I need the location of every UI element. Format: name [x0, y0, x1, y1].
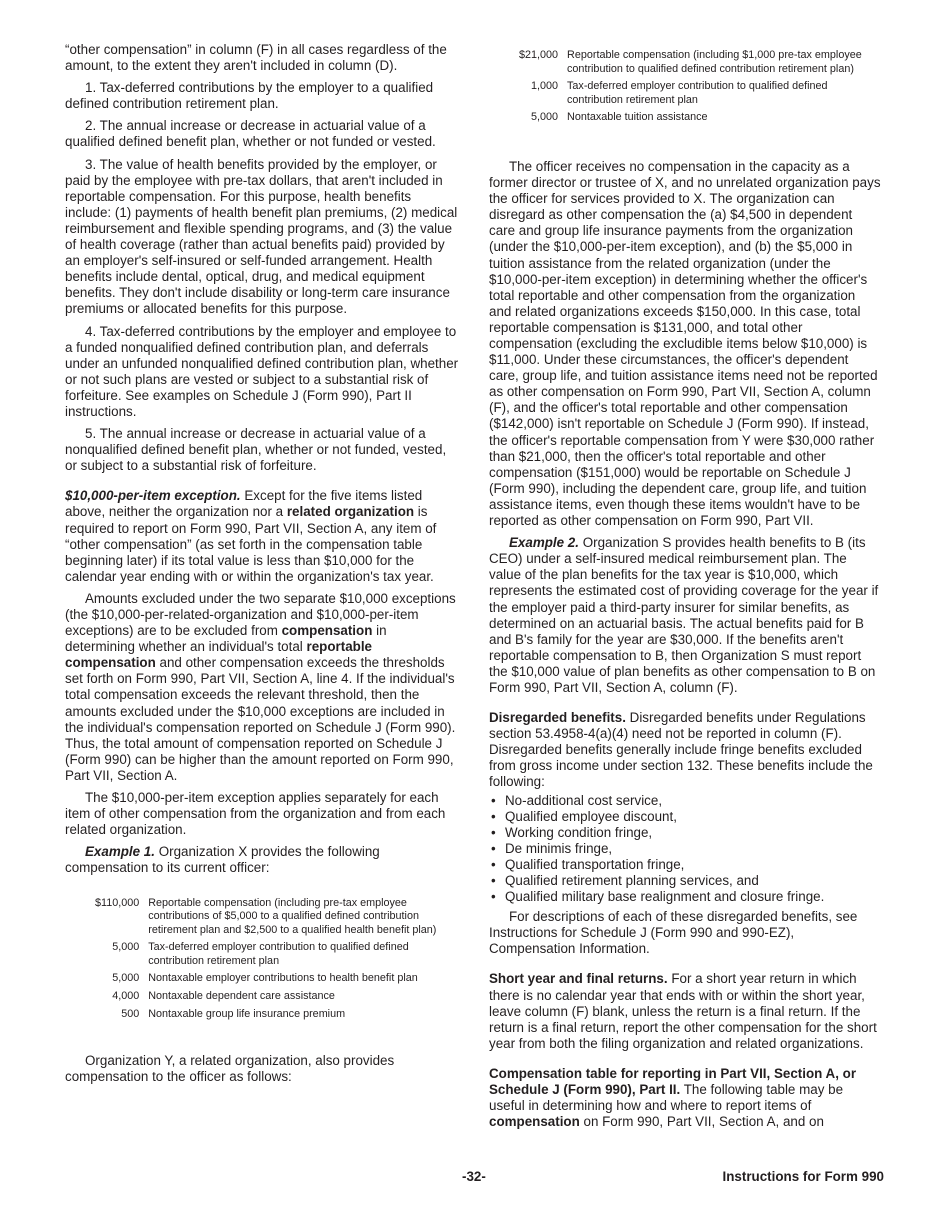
table-row: 5,000 Nontaxable employer contributions to health benefit plan	[112, 972, 418, 985]
left-column	[65, 42, 460, 1091]
form-title: Instructions for Form 990	[722, 1169, 884, 1184]
list-item: • Working condition fringe,	[489, 825, 881, 841]
reportable-compensation-term: reportable compensation	[65, 639, 372, 671]
organization-y-paragraph: Organization Y, a related organization, also provides compensation to the officer as follows:	[65, 1053, 395, 1085]
example-1-table	[95, 897, 455, 1026]
amounts-excluded-paragraph: Amounts excluded under the two separate $10,000 exceptions (the $10,000-per-related-organization and $10,000-per-item exceptions) are to be excluded from compensation in determining whether an individual's total reportable compensation and other compensation exceeds the thresholds set forth on Form 990, Part VII, Section A, line 4. If the individual's total compensation exceeds the relevant threshold, then the amounts excluded under the $10,000 exceptions are included in the individual's compensation reported on Schedule J (Form 990). Thus, the total amount of compensation reported on Schedule J (Form 990) can be higher than the amount reported on Form 990, Part VII, Section A.	[65, 590, 456, 783]
disregarded-benefits-paragraph: Disregarded benefits. Disregarded benefits under Regulations section 53.4958-4(a)(4) need not be reported in column (F). Disregarded benefits generally include fringe benefits excluded from gross income under section 132. These benefits include the following:	[489, 710, 873, 790]
example-2-paragraph: Example 2. Organization S provides health benefits to B (its CEO) under a self-insured medical reimbursement plan. The value of the plan benefits for the tax year is $10,000, which represents the estimated cost of providing coverage for the year if the employer paid a third-party insurer for similar benefits, as determined on an actuarial basis. The actual benefits paid for B and B's family for the year are $30,000. If the benefits aren't reportable compensation to B, then Organization S must report the $10,000 value of plan benefits as other compensation to B on Form 990, Part VII, Section A, column (F).	[489, 535, 879, 695]
table-row: 1,000 Tax-deferred employer contribution to qualified defined contribution retirement plan	[531, 80, 828, 106]
page-number: -32-	[462, 1169, 486, 1184]
example-1-paragraph: Example 1. Organization X provides the following compensation to its current officer:	[65, 844, 380, 876]
descriptions-paragraph: For descriptions of each of these disregarded benefits, see Instructions for Schedule J (Form 990 and 990-EZ), Compensation Information.	[489, 909, 858, 957]
example-2-heading: Example 2.	[509, 535, 579, 551]
compensation-term: compensation	[281, 623, 373, 639]
table-row: $21,000 Reportable compensation (including $1,000 pre-tax employee contribution to qualified defined contribution retirement plan)	[519, 49, 862, 75]
compensation-term: compensation	[489, 1114, 580, 1130]
list-item: • De minimis fringe,	[489, 841, 881, 857]
applies-paragraph: The $10,000-per-item exception applies separately for each item of other compensation from the organization and from each related organization.	[65, 790, 446, 838]
related-organization-term: related organization	[286, 504, 415, 520]
right-column	[489, 42, 881, 1136]
compensation-table-paragraph: Compensation table for reporting in Part VII, Section A, or Schedule J (Form 990), Part II. The following table may be useful in determining how and where to report items of compensation on Form 990, Part VII, Section A, and on	[489, 1065, 857, 1130]
per-item-exception-heading: $10,000-per-item exception.	[65, 488, 241, 504]
example-1-heading: Example 1.	[85, 844, 155, 860]
list-item: 5. The annual increase or decrease in actuarial value of a nonqualified defined benefit plan, whether or not funded, vested, or subject to a substantial risk of forfeiture.	[65, 426, 447, 474]
table-row: 5,000 Nontaxable tuition assistance	[531, 111, 708, 124]
list-item: • Qualified employee discount,	[489, 809, 881, 825]
table-row: 500 Nontaxable group life insurance premium	[121, 1007, 346, 1020]
table-row: 4,000 Nontaxable dependent care assistance	[112, 990, 335, 1003]
officer-paragraph: The officer receives no compensation in the capacity as a former director or trustee of X, and no unrelated organization pays the officer for services provided to X. The organization can disregard as other compensation the (a) $4,500 in dependent care and group life insurance payments from the organization (under the $10,000-per-item exception), and (b) the $5,000 in tuition assistance from the related organization (under the $10,000-per-item exception) in determining whether the officer's total reportable and other compensation from the organization and related organizations exceeds $150,000. In this case, total reportable compensation is $131,000, and total other compensation (excluding the excludible items below $10,000) is $11,000. Under these circumstances, the officer's dependent care, group life, and tuition assistance items need not be reported as other compensation on Form 990, Part VII, Section A, column (F), and the officer's total reportable and other compensation ($142,000) isn't reportable on Schedule J (Form 990). If instead, the officer's reportable compensation from Y were $30,000 rather than $21,000, then the officer's total reportable and other compensation ($151,000) would be reportable on Schedule J (Form 990), including the dependent care, group life, and tuition assistance items, even though these items wouldn't have to be reported as other compensation on Form 990, Part VII.	[489, 158, 881, 529]
list-item: • Qualified transportation fringe,	[489, 857, 881, 873]
list-item: 2. The annual increase or decrease in actuarial value of a qualified defined benefit plan, whether or not funded or vested.	[65, 118, 436, 150]
short-year-paragraph: Short year and final returns. For a short year return in which there is no calendar year that ends with or within the short year, leave column (F) blank, unless the return is a final return. If the return is a final return, report the other compensation for the short year from both the filing organization and related organizations.	[489, 971, 877, 1051]
list-item: 4. Tax-deferred contributions by the employer and employee to a funded nonqualified defined contribution plan, and deferrals under an unfunded nonqualified defined contribution plan, whether or not such plans are vested or subject to a substantial risk of forfeiture. See examples on Schedule J (Form 990), Part II instructions.	[65, 323, 459, 419]
intro-paragraph: “other compensation” in column (F) in all cases regardless of the amount, to the extent they aren't included in column (D).	[65, 42, 447, 74]
list-item: • Qualified retirement planning services, and	[489, 873, 881, 889]
list-item: 3. The value of health benefits provided by the employer, or paid by the employee with pre-tax dollars, that aren't included in reportable compensation. For this purpose, health benefits include: (1) payments of health benefit plan premiums, (2) medical reimbursement and flexible spending programs, and (3) the value of health coverage (rather than actual benefits paid) provided by an employer's self-insured or self-funded arrangement. Health benefits include dental, optical, drug, and medical equipment benefits. They don't include disability or long-term care insurance premiums or allocated benefits for this purpose.	[65, 156, 458, 317]
table-row: 5,000 Tax-deferred employer contribution to qualified defined contribution retirement plan	[112, 941, 409, 967]
short-year-heading: Short year and final returns.	[489, 971, 668, 987]
disregarded-benefits-list	[489, 793, 881, 906]
compensation-table-heading: Compensation table for reporting in Part VII, Section A, or Schedule J (Form 990), Part II.	[489, 1065, 857, 1098]
per-item-exception-paragraph: $10,000-per-item exception. Except for the five items listed above, neither the organization nor a related organization is required to report on Form 990, Part VII, Section A, any item of “other compensation” (as set forth in the compensation table beginning later) if its total value is less than $10,000 for the calendar year ending with or within the organization's tax year.	[65, 488, 437, 584]
organization-y-table	[519, 49, 864, 129]
table-row: $110,000 Reportable compensation (including pre-tax employee contributions of $5,000 to a qualified defined contribution retirement plan and $2,500 to a qualified health benefit plan)	[95, 896, 437, 936]
disregarded-benefits-heading: Disregarded benefits.	[489, 710, 626, 726]
list-item: • Qualified military base realignment and closure fringe.	[489, 889, 881, 905]
list-item: 1. Tax-deferred contributions by the employer to a qualified defined contribution retirement plan.	[65, 80, 434, 112]
list-item: • No-additional cost service,	[489, 793, 881, 809]
